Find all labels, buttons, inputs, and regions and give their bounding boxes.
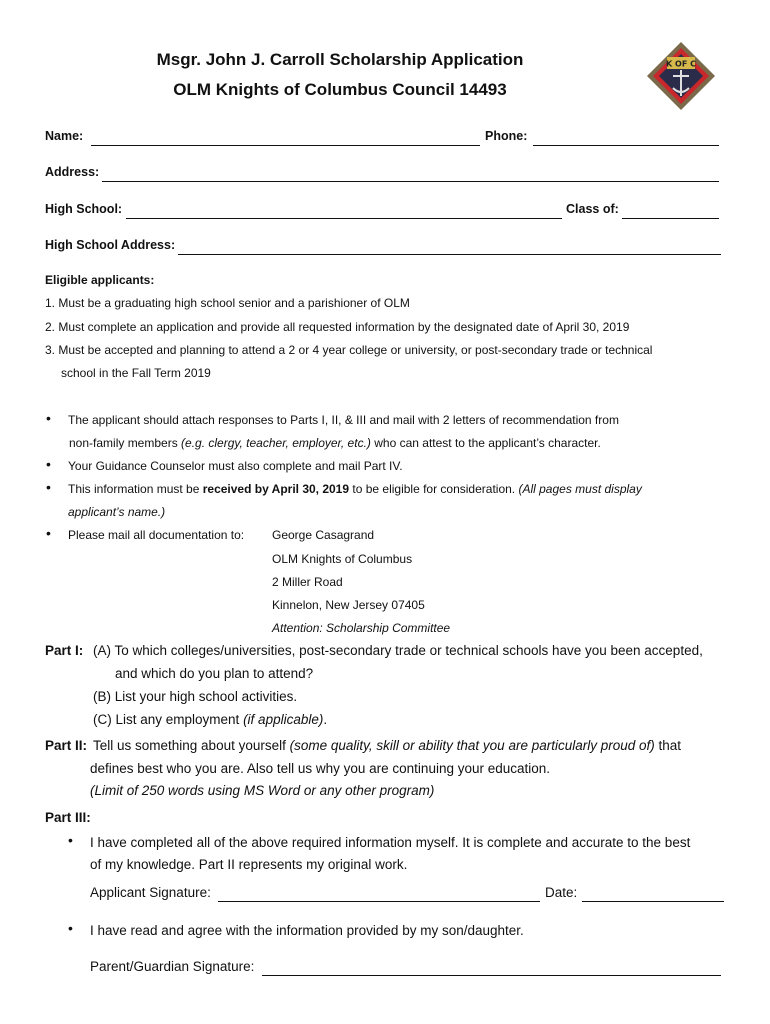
bullet-1-text-b: who can attest to the applicant’s character. [370,436,601,450]
bullet-dot: • [68,832,73,848]
date-field[interactable] [582,901,724,902]
title-line-2: OLM Knights of Columbus Council 14493 [173,80,507,99]
phone-field[interactable] [533,145,719,146]
high-school-address-field[interactable] [178,254,721,255]
bullet-1-examples: (e.g. clergy, teacher, employer, etc.) [181,436,371,450]
address-field[interactable] [102,181,719,182]
applicant-signature-field[interactable] [218,901,540,902]
mailing-address-line-3: 2 Miller Road [272,575,343,589]
mailing-address-line-4: Kinnelon, New Jersey 07405 [272,598,425,612]
knights-of-columbus-emblem-icon [645,40,717,112]
parent-signature-field[interactable] [262,975,721,976]
bullet-3-note-continued: applicant’s name.) [68,505,166,519]
svg-text:K OF C: K OF C [666,59,696,69]
part-2-line-1 [93,738,681,753]
bullet-3-deadline: received by April 30, 2019 [202,482,350,496]
part-1-c-period: . [323,712,328,727]
high-school-field[interactable] [126,218,562,219]
class-of-label: Class of: [566,202,619,216]
bullet-3-line-2 [68,505,165,519]
class-of-field[interactable] [622,218,719,219]
mail-to-label: Please mail all documentation to: [68,528,245,542]
title-line-1: Msgr. John J. Carroll Scholarship Application [156,50,524,69]
name-field[interactable] [91,145,480,146]
part-2-line-2: defines best who you are. Also tell us why you are continuing your education. [90,761,551,776]
part-2-line-3 [90,783,434,798]
bullet-dot: • [68,920,73,936]
bullet-3-line-1 [68,482,642,496]
part-1-a-line-1: (A) To which colleges/universities, post-secondary trade or technical schools have you been accepted, [93,643,703,658]
high-school-label: High School: [45,202,123,216]
part-2-label: Part II: [45,738,88,753]
part-1-c-text: (C) List any employment [93,712,244,727]
part-1-c-note: (if applicable) [243,712,324,727]
part-2-text-b: that [654,738,682,753]
part-3-label: Part III: [45,810,91,825]
part-1-label: Part I: [45,643,84,658]
mailing-address-line-1: George Casagrand [272,528,375,542]
applicant-signature-label: Applicant Signature: [90,885,211,900]
part-3-item-1-line-2: of my knowledge. Part II represents my original work. [90,857,408,872]
eligibility-item-2: 2. Must complete an application and provide all requested information by the designated date of April 30, 2019 [45,320,630,334]
name-label: Name: [45,129,84,143]
address-label: Address: [45,165,100,179]
part-2-text-a: Tell us something about yourself [93,738,290,753]
bullet-3-note: (All pages must display [518,482,642,496]
part-1-c [93,712,327,727]
bullet-1-line-1: The applicant should attach responses to Parts I, II, & III and mail with 2 letters of recommendation from [68,413,619,427]
bullet-1-line-2 [69,436,601,450]
parent-signature-label: Parent/Guardian Signature: [90,959,255,974]
part-2-word-limit: (Limit of 250 words using MS Word or any other program) [90,783,435,798]
attention-text: Attention: Scholarship Committee [272,621,451,635]
mailing-address-line-2: OLM Knights of Columbus [272,552,413,566]
eligibility-heading: Eligible applicants: [45,273,155,287]
bullet-3-text-a: This information must be [68,482,203,496]
part-1-a-line-2: and which do you plan to attend? [115,666,314,681]
bullet-dot: • [46,479,51,495]
part-3-item-1-line-1: I have completed all of the above required information myself. It is complete and accurate to the best [90,835,691,850]
bullet-1-text-a: non-family members [69,436,182,450]
bullet-dot: • [46,456,51,472]
bullet-dot: • [46,410,51,426]
bullet-3-text-b: to be eligible for consideration. [349,482,519,496]
bullet-2: Your Guidance Counselor must also complete and mail Part IV. [68,459,403,473]
high-school-address-label: High School Address: [45,238,176,252]
date-label: Date: [545,885,578,900]
eligibility-item-3: 3. Must be accepted and planning to attend a 2 or 4 year college or university, or post-secondary trade or technical [45,343,653,357]
part-1-b: (B) List your high school activities. [93,689,298,704]
part-3-item-2: I have read and agree with the information provided by my son/daughter. [90,923,524,938]
bullet-dot: • [46,525,51,541]
phone-label: Phone: [485,129,528,143]
mailing-attention [272,621,450,635]
part-2-note: (some quality, skill or ability that you are particularly proud of) [289,738,655,753]
eligibility-item-3-continued: school in the Fall Term 2019 [61,366,211,380]
eligibility-item-1: 1. Must be a graduating high school senior and a parishioner of OLM [45,296,410,310]
